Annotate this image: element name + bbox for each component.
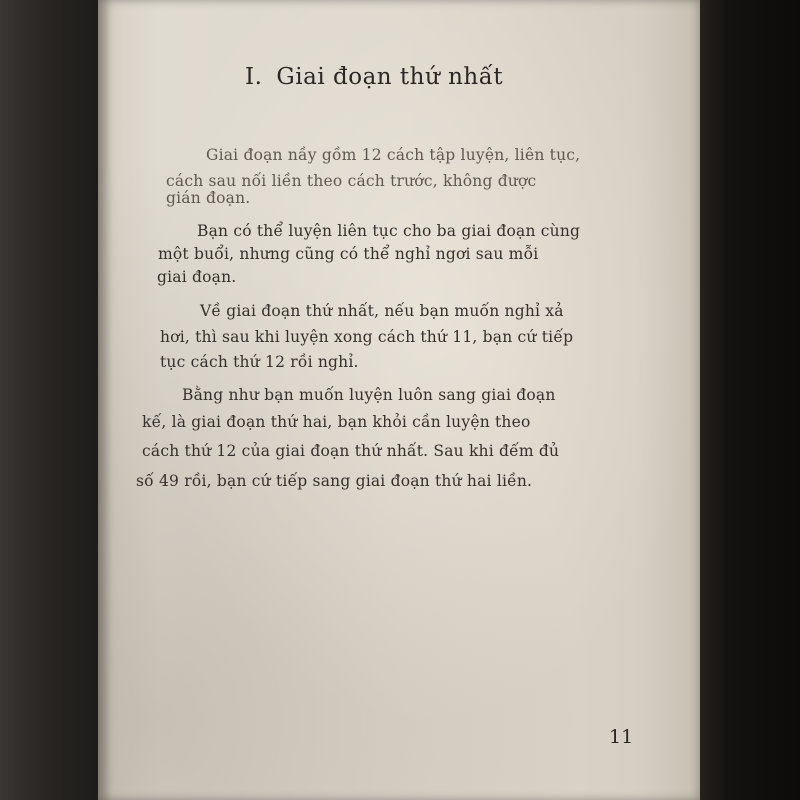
paragraph-4-line-4: số 49 rồi, bạn cứ tiếp sang giai đoạn thứ hai liền.	[136, 472, 533, 490]
paragraph-3-line-2: hơi, thì sau khi luyện xong cách thứ 11, bạn cứ tiếp	[160, 328, 574, 346]
chapter-heading	[245, 64, 503, 90]
paragraph-1-line-1: Giai đoạn nầy gồm 12 cách tập luyện, liên tục,	[206, 146, 581, 164]
book-page	[98, 0, 700, 800]
paragraph-3-line-1: Về giai đoạn thứ nhất, nếu bạn muốn nghỉ xả	[200, 302, 564, 320]
page-crease	[98, 0, 112, 800]
paragraph-3-line-3: tục cách thứ 12 rồi nghỉ.	[160, 353, 359, 371]
page-number: 11	[609, 726, 634, 748]
paragraph-4-line-3: cách thứ 12 của giai đoạn thứ nhất. Sau khi đếm đủ	[142, 442, 560, 460]
paragraph-2-line-3: giai đoạn.	[157, 268, 237, 286]
paragraph-1-line-2: cách sau nối liền theo cách trước, không được	[166, 172, 537, 190]
paragraph-4-line-2: kế, là giai đoạn thứ hai, bạn khỏi cần luyện theo	[142, 413, 531, 431]
heading-number: I.	[245, 64, 263, 90]
heading-title: Giai đoạn thứ nhất	[276, 64, 504, 90]
paragraph-1-line-3: gián đoạn.	[166, 189, 251, 207]
paragraph-4-line-1: Bằng như bạn muốn luyện luôn sang giai đoạn	[182, 386, 556, 404]
paragraph-2-line-1: Bạn có thể luyện liên tục cho ba giai đoạn cùng	[197, 222, 581, 240]
background-edge	[698, 0, 800, 800]
paragraph-2-line-2: một buổi, nhưng cũng có thể nghỉ ngơi sau mỗi	[158, 245, 539, 263]
